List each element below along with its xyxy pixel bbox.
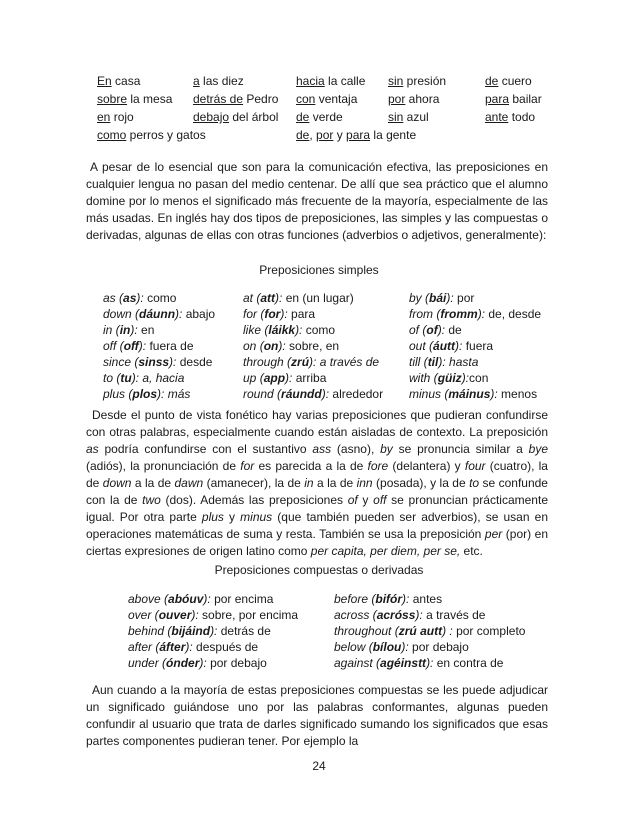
paren-open: ( <box>160 592 169 606</box>
pronunciation: ráundd <box>281 387 322 401</box>
preposition-word: in <box>103 323 113 337</box>
italic-term: minus <box>240 510 273 524</box>
pronunciation: acróss <box>376 608 416 622</box>
paren-open: ( <box>116 339 124 353</box>
paren-open: ( <box>365 640 373 654</box>
paren-close: ): <box>175 307 183 321</box>
paren-open: ( <box>113 371 121 385</box>
paren-close: ): <box>185 640 193 654</box>
preposition-word: over <box>128 608 152 622</box>
preposition-entry <box>409 322 462 338</box>
preposition-entry <box>334 623 525 639</box>
paren-close: ): <box>426 656 434 670</box>
paren-close: ): <box>437 323 446 337</box>
example-text: las diez <box>199 74 244 88</box>
paren-close: ): <box>203 592 211 606</box>
page-number: 24 <box>312 759 326 773</box>
paren-open: ( <box>420 355 428 369</box>
preposition-entry <box>409 386 537 402</box>
paren-close: ): <box>402 592 410 606</box>
italic-term: by <box>380 442 393 456</box>
preposition-word: out <box>409 339 426 353</box>
example-phrase <box>485 108 535 126</box>
example-phrase <box>485 90 542 108</box>
paren-close: ): <box>490 387 498 401</box>
heading-simple-prepositions: Preposiciones simples <box>259 263 379 277</box>
paren-open: ( <box>256 371 264 385</box>
text-run: (cuatro), la de <box>86 459 548 490</box>
pronunciation: til <box>427 355 439 369</box>
paren-open: ( <box>433 307 441 321</box>
preposition-entry <box>334 639 469 655</box>
meaning: con <box>469 371 489 385</box>
preposition-entry <box>103 338 194 354</box>
example-text: la gente <box>370 128 417 142</box>
pronunciation: off <box>123 339 139 353</box>
paren-open: ( <box>419 323 427 337</box>
pronunciation: on <box>263 339 279 353</box>
example-preposition: hacia <box>296 74 325 88</box>
meaning: por debajo <box>408 640 469 654</box>
text-run: podría confundirse con el sustantivo <box>98 442 313 456</box>
meaning: por completo <box>452 624 526 638</box>
preposition-word: on <box>243 339 257 353</box>
example-preposition: ante <box>485 110 509 124</box>
paren-open: ( <box>151 608 159 622</box>
meaning: abajo <box>182 307 216 321</box>
paren-open: ( <box>131 307 140 321</box>
pronunciation: áfter <box>159 640 186 654</box>
pronunciation: zrú <box>291 355 310 369</box>
italic-term: down <box>102 476 132 490</box>
example-preposition: detrás de <box>193 92 244 106</box>
text-run: y <box>223 510 241 524</box>
meaning: desde <box>176 355 213 369</box>
italic-term: ass <box>312 442 332 456</box>
preposition-word: before <box>334 592 369 606</box>
example-preposition: por <box>388 92 406 106</box>
meaning: como <box>302 323 336 337</box>
paren-close: ): <box>275 291 283 305</box>
paren-open: ( <box>368 592 376 606</box>
meaning: arriba <box>292 371 327 385</box>
preposition-word: above <box>128 592 161 606</box>
meaning: fuera <box>462 339 494 353</box>
paren-open: ( <box>164 624 172 638</box>
meaning: sobre, por encima <box>198 608 299 622</box>
paren-close: ) : <box>442 624 453 638</box>
italic-term: in <box>304 476 314 490</box>
preposition-word: round <box>243 387 274 401</box>
preposition-entry <box>409 338 493 354</box>
pronunciation: agéinstt <box>380 656 427 670</box>
pronunciation: dáunn <box>139 307 176 321</box>
paragraph-compound-note: Aun cuando a la mayoría de estas preposiciones compuestas se les puede adjudicar un significado guiándose uno por las palabras conformantes, algunas pueden confundir al usuario que trata de darles significado sumando los significados que esas partes componentes pudieran tener. Por ejemplo la <box>86 683 548 748</box>
preposition-word: since <box>103 355 132 369</box>
pronunciation: tu <box>120 371 132 385</box>
meaning: en contra de <box>433 656 504 670</box>
paren-close: ): <box>199 656 207 670</box>
paren-open: ( <box>115 291 124 305</box>
paren-open: ( <box>283 355 292 369</box>
italic-term: dawn <box>174 476 204 490</box>
meaning: para <box>287 307 316 321</box>
paren-open: ( <box>112 323 120 337</box>
pronunciation: for <box>264 307 281 321</box>
text-run: y <box>357 493 374 507</box>
meaning: en <box>137 323 155 337</box>
preposition-entry <box>243 354 379 370</box>
italic-term: per <box>484 527 503 541</box>
preposition-word: till <box>409 355 421 369</box>
paren-open: ( <box>253 291 261 305</box>
paren-close: ): <box>415 608 423 622</box>
example-text: ventaja <box>315 92 358 106</box>
example-text: cuero <box>498 74 532 88</box>
example-text: , <box>309 128 317 142</box>
example-text: azul <box>403 110 429 124</box>
paren-close: ): <box>280 307 288 321</box>
preposition-word: as <box>103 291 116 305</box>
paren-close: ): <box>455 339 463 353</box>
paren-close: ): <box>401 640 409 654</box>
paren-open: ( <box>261 323 269 337</box>
paren-close: ): <box>191 608 199 622</box>
example-phrase <box>193 72 244 90</box>
preposition-word: for <box>243 307 258 321</box>
preposition-entry <box>103 354 212 370</box>
pronunciation: bijáind <box>171 624 211 638</box>
example-text: casa <box>111 74 141 88</box>
preposition-word: like <box>243 323 262 337</box>
meaning: a través de <box>422 608 486 622</box>
paren-close: ): <box>210 624 218 638</box>
preposition-entry <box>103 322 154 338</box>
paren-open: ( <box>391 624 399 638</box>
example-row <box>97 126 567 144</box>
example-row <box>97 72 567 90</box>
italic-term: bye <box>528 442 548 456</box>
example-preposition: En <box>97 74 112 88</box>
paren-open: ( <box>257 307 265 321</box>
pronunciation: ónder <box>166 656 200 670</box>
preposition-word: after <box>128 640 153 654</box>
text-run: se pronuncia similar a <box>392 442 529 456</box>
preposition-entry <box>409 290 474 306</box>
preposition-word: through <box>243 355 284 369</box>
paren-close: ): <box>131 371 140 385</box>
meaning: de, desde <box>485 307 542 321</box>
meaning: sobre, en <box>285 339 340 353</box>
meaning: como <box>143 291 177 305</box>
example-text: perros y gatos <box>126 128 206 142</box>
text-run: a la de <box>131 476 175 490</box>
text-run: (asno), <box>331 442 381 456</box>
meaning: por encima <box>210 592 274 606</box>
preposition-entry <box>243 306 315 322</box>
preposition-entry <box>103 306 215 322</box>
pronunciation: plos <box>132 387 158 401</box>
paren-open: ( <box>372 656 381 670</box>
example-text: ahora <box>405 92 440 106</box>
paren-close: ): <box>138 339 147 353</box>
preposition-word: throughout <box>334 624 392 638</box>
paren-close: ): <box>438 355 446 369</box>
preposition-entry <box>128 607 298 623</box>
example-phrase <box>296 126 416 144</box>
example-preposition: por <box>316 128 334 142</box>
meaning: alrededor <box>329 387 384 401</box>
italic-term: to <box>469 476 480 490</box>
pronunciation: áutt <box>433 339 456 353</box>
example-preposition: debajo <box>193 110 230 124</box>
italic-term: two <box>142 493 161 507</box>
example-text: y <box>333 128 347 142</box>
example-preposition: de <box>296 110 310 124</box>
examples-table <box>97 72 567 144</box>
example-preposition: sin <box>388 74 404 88</box>
example-preposition: para <box>485 92 510 106</box>
example-phrase <box>485 72 532 90</box>
italic-term: inn <box>356 476 373 490</box>
paren-close: ): <box>157 387 165 401</box>
paren-close: ): <box>477 307 486 321</box>
example-phrase <box>296 108 343 126</box>
example-phrase <box>388 108 429 126</box>
example-phrase <box>388 90 439 108</box>
example-phrase <box>193 108 278 126</box>
example-text: verde <box>309 110 343 124</box>
meaning: en (un lugar) <box>282 291 354 305</box>
pronunciation: zrú autt <box>398 624 443 638</box>
example-phrase <box>97 72 140 90</box>
preposition-word: with <box>409 371 431 385</box>
example-text: la calle <box>324 74 366 88</box>
meaning: hasta <box>445 355 479 369</box>
paren-open: ( <box>152 640 160 654</box>
italic-term: off <box>373 493 387 507</box>
preposition-word: at <box>243 291 254 305</box>
example-phrase <box>296 72 365 90</box>
meaning: a, hacia <box>139 371 185 385</box>
text-run: (amanecer), la de <box>203 476 305 490</box>
meaning: por debajo <box>206 656 267 670</box>
example-text: Pedro <box>243 92 279 106</box>
pronunciation: att <box>260 291 276 305</box>
pronunciation: bifór <box>375 592 403 606</box>
text-run: a la de <box>313 476 357 490</box>
paren-open: ( <box>158 656 167 670</box>
meaning: a través de <box>316 355 380 369</box>
example-preposition: de <box>485 74 499 88</box>
preposition-word: by <box>409 291 422 305</box>
example-text: presión <box>403 74 447 88</box>
italic-term: plus <box>201 510 224 524</box>
paren-open: ( <box>430 371 438 385</box>
example-text: del árbol <box>229 110 279 124</box>
text-run: Desde el punto de vista fonético hay varias preposiciones que pudieran confundirse con otras palabras, especialmente cuando están aisladas de contexto. La preposición <box>86 408 548 439</box>
preposition-word: down <box>103 307 132 321</box>
preposition-entry <box>243 322 335 338</box>
example-row <box>97 108 567 126</box>
preposition-word: up <box>243 371 257 385</box>
preposition-entry <box>128 591 273 607</box>
pronunciation: bái <box>429 291 447 305</box>
example-phrase <box>97 90 172 108</box>
text-run: etc. <box>460 544 483 558</box>
meaning: por <box>453 291 475 305</box>
preposition-entry <box>103 370 184 386</box>
meaning: de <box>445 323 462 337</box>
pronunciation: app <box>263 371 286 385</box>
preposition-word: against <box>334 656 373 670</box>
italic-term: four <box>464 459 486 473</box>
pronunciation: in <box>119 323 131 337</box>
meaning: menos <box>497 387 538 401</box>
preposition-entry <box>243 338 339 354</box>
preposition-word: to <box>103 371 114 385</box>
text-run: es parecida a la de <box>254 459 368 473</box>
example-row <box>97 90 567 108</box>
paren-open: ( <box>421 291 430 305</box>
text-run: (posada), y la de <box>372 476 470 490</box>
paren-close: ): <box>278 339 286 353</box>
preposition-word: across <box>334 608 370 622</box>
example-preposition: sin <box>388 110 404 124</box>
pronunciation: ouver <box>158 608 192 622</box>
pronunciation: bílou <box>372 640 402 654</box>
example-preposition: en <box>97 110 111 124</box>
paren-close: ): <box>285 371 293 385</box>
paren-open: ( <box>125 387 133 401</box>
example-preposition: de <box>296 128 310 142</box>
italic-term: for <box>240 459 255 473</box>
paren-close: ): <box>446 291 454 305</box>
pronunciation: of <box>426 323 438 337</box>
example-text: bailar <box>509 92 542 106</box>
paren-close: ): <box>295 323 303 337</box>
pronunciation: sinss <box>138 355 170 369</box>
text-run: (delantera) y <box>388 459 465 473</box>
paren-open: ( <box>256 339 264 353</box>
preposition-entry <box>334 607 485 623</box>
heading-compound-prepositions: Preposiciones compuestas o derivadas <box>214 563 424 577</box>
preposition-entry <box>103 386 190 402</box>
preposition-word: below <box>334 640 366 654</box>
text-run: (por) en ciertas expresiones de origen latino como <box>86 527 548 558</box>
preposition-word: under <box>128 656 159 670</box>
pronunciation: láikk <box>268 323 296 337</box>
text-run: se confunde con la de <box>86 476 548 507</box>
preposition-entry <box>334 591 442 607</box>
paragraph-intro: A pesar de lo esencial que son para la comunicación efectiva, las preposiciones en cualquier lengua no pasan del medio centenar. De allí que sea práctico que el alumno domine por lo menos el significado más frecuente de la mayoría, especialmente de las más usadas. En inglés hay dos tipos de preposiciones, las simples y las compuestas o derivadas, algunas de ellas con otras funciones (adverbios o adjetivos, generalmente): <box>86 160 548 242</box>
text-run: (que también pueden ser adverbios), se usan en operaciones matemáticas de suma y resta. También se usa la preposición <box>86 510 548 541</box>
meaning: fuera de <box>146 339 194 353</box>
preposition-entry <box>103 290 176 306</box>
meaning: después de <box>192 640 259 654</box>
pronunciation: as <box>123 291 137 305</box>
example-phrase <box>193 90 278 108</box>
text-run: (adiós), la pronunciación de <box>86 459 241 473</box>
preposition-entry <box>409 306 541 322</box>
example-preposition: a <box>193 74 200 88</box>
pronunciation: máinus <box>448 387 491 401</box>
preposition-word: off <box>103 339 117 353</box>
preposition-entry <box>128 639 258 655</box>
italic-term: of <box>347 493 358 507</box>
example-phrase <box>388 72 446 90</box>
italic-term: per capita, per diem, per se, <box>310 544 461 558</box>
example-text: rojo <box>110 110 134 124</box>
text-run: (dos). Además las preposiciones <box>160 493 348 507</box>
preposition-word: of <box>409 323 420 337</box>
preposition-word: from <box>409 307 433 321</box>
paren-open: ( <box>369 608 377 622</box>
preposition-entry <box>409 354 478 370</box>
example-text: todo <box>508 110 536 124</box>
paren-close: ): <box>321 387 330 401</box>
preposition-entry <box>128 623 271 639</box>
preposition-entry <box>243 370 326 386</box>
italic-term: fore <box>367 459 389 473</box>
preposition-entry <box>409 370 488 386</box>
example-phrase <box>296 90 357 108</box>
paragraph-phonetics <box>86 407 548 560</box>
example-preposition: con <box>296 92 316 106</box>
paren-close: ): <box>169 355 177 369</box>
example-phrase <box>97 126 206 144</box>
paren-open: ( <box>441 387 449 401</box>
example-preposition: sobre <box>97 92 128 106</box>
paren-close: ): <box>130 323 138 337</box>
pronunciation: güiz <box>437 371 462 385</box>
pronunciation: fromm <box>440 307 478 321</box>
example-phrase <box>97 108 134 126</box>
text-run: se pronuncian prácticamente igual. Por otra parte <box>86 493 548 524</box>
preposition-entry <box>128 655 267 671</box>
meaning: más <box>164 387 191 401</box>
preposition-word: plus <box>103 387 126 401</box>
paren-open: ( <box>425 339 434 353</box>
italic-term: as <box>86 442 99 456</box>
meaning: detrás de <box>217 624 271 638</box>
example-preposition: como <box>97 128 127 142</box>
preposition-word: minus <box>409 387 442 401</box>
example-preposition: para <box>346 128 371 142</box>
preposition-word: behind <box>128 624 165 638</box>
paren-close: ): <box>461 371 470 385</box>
paren-close: ): <box>309 355 317 369</box>
paren-open: ( <box>131 355 139 369</box>
preposition-entry <box>334 655 503 671</box>
paren-close: ): <box>136 291 144 305</box>
preposition-entry <box>243 290 354 306</box>
preposition-entry <box>243 386 383 402</box>
pronunciation: abóuv <box>168 592 204 606</box>
paren-open: ( <box>273 387 282 401</box>
meaning: antes <box>409 592 443 606</box>
example-text: la mesa <box>127 92 173 106</box>
